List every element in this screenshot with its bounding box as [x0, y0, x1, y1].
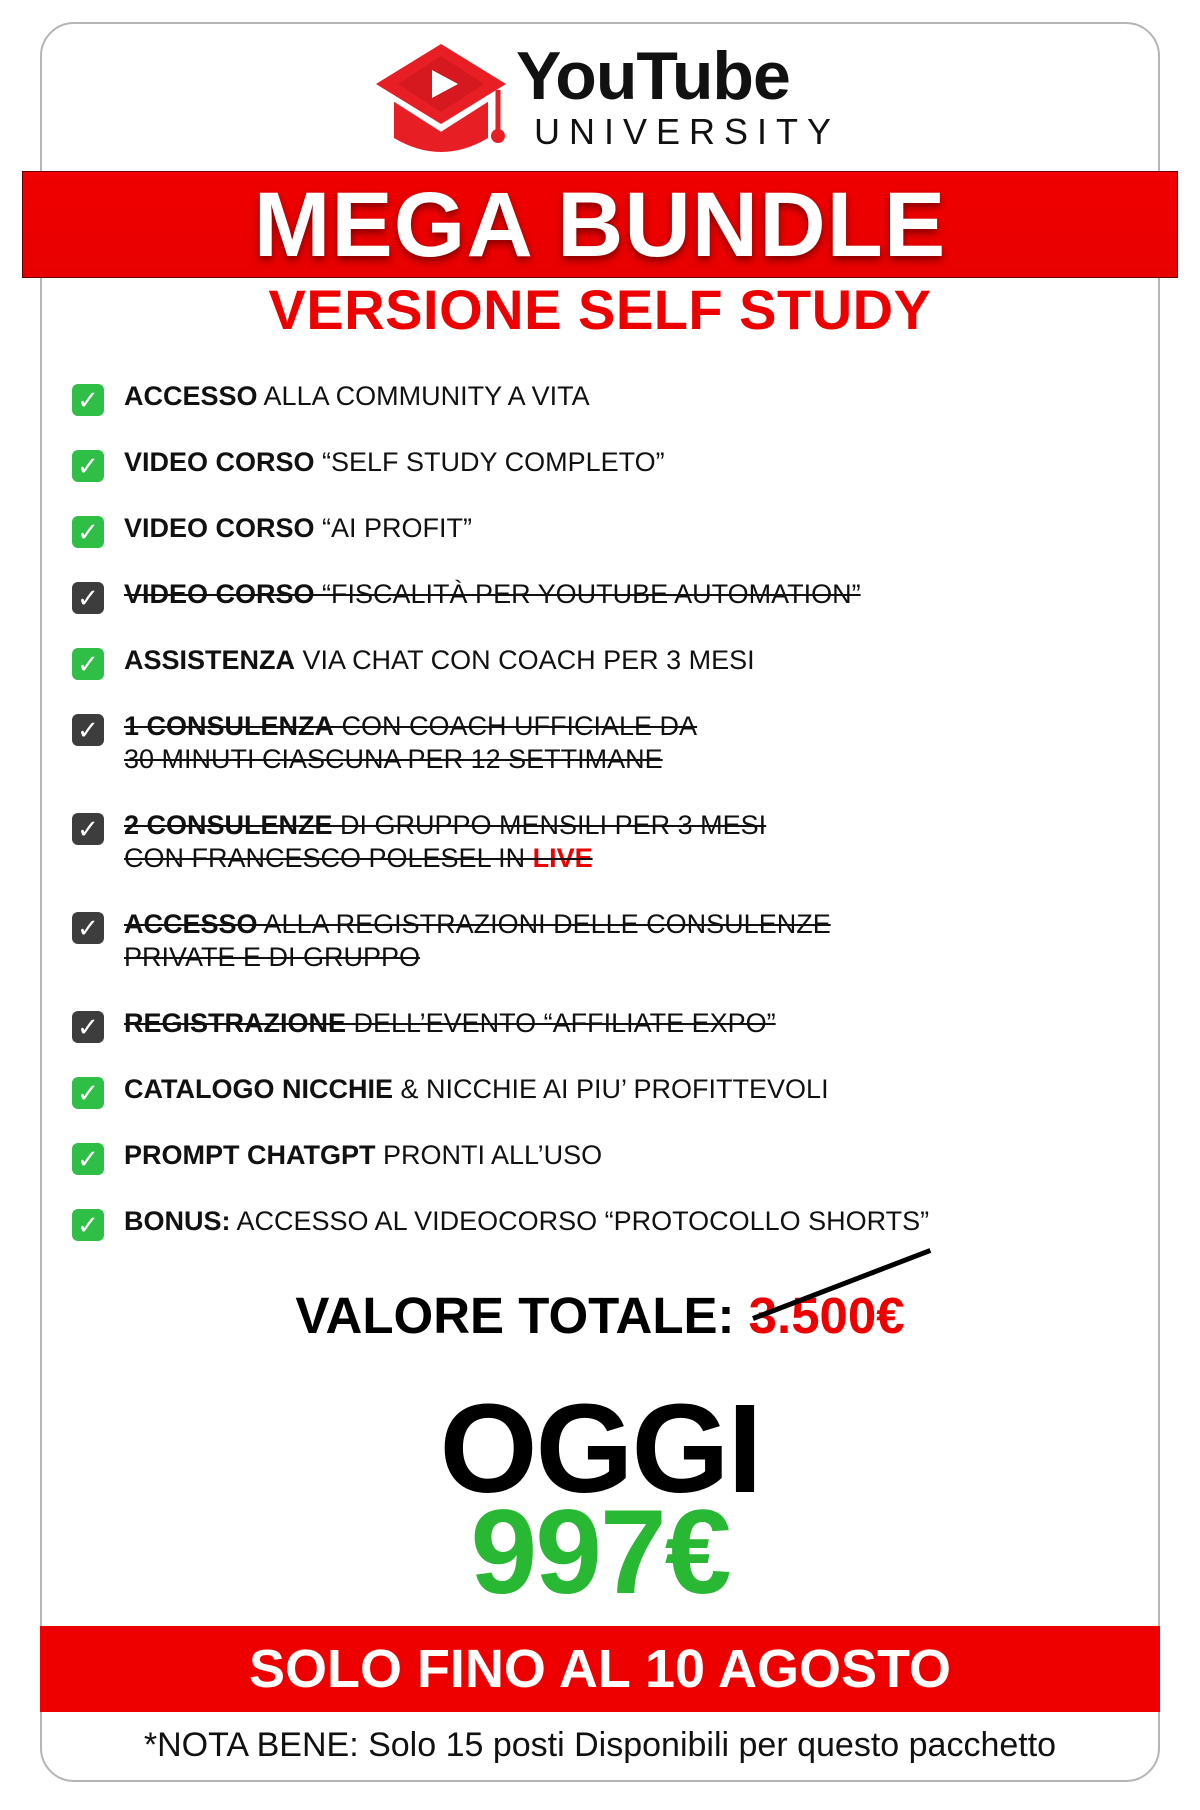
feature-text: 2 CONSULENZE DI GRUPPO MENSILI PER 3 MESI CON FRANCESCO POLESEL IN LIVE [124, 810, 767, 873]
title-banner [22, 171, 1178, 278]
feature-text: ACCESSO ALLA COMMUNITY A VITA [124, 381, 590, 411]
check-icon: ✓ [72, 1011, 104, 1043]
check-icon: ✓ [72, 516, 104, 548]
feature-text: 1 CONSULENZA CON COACH UFFICIALE DA 30 MINUTI CIASCUNA PER 12 SETTIMANE [124, 711, 698, 774]
youtube-university-logo [366, 38, 841, 168]
feature-text: CATALOGO NICCHIE & NICCHIE AI PIU’ PROFITTEVOLI [124, 1074, 829, 1104]
today-price: 997€ [470, 1485, 730, 1619]
feature-text: VIDEO CORSO “FISCALITÀ PER YOUTUBE AUTOMATION” [124, 579, 861, 609]
feature-text: PROMPT CHATGPT PRONTI ALL’USO [124, 1140, 603, 1170]
total-value-label: VALORE TOTALE: [295, 1287, 749, 1344]
check-icon: ✓ [72, 912, 104, 944]
feature-text: VIDEO CORSO “AI PROFIT” [124, 513, 473, 543]
live-highlight: LIVE [532, 843, 593, 873]
check-icon: ✓ [72, 1143, 104, 1175]
logo-wordmark: YouTube [516, 38, 790, 114]
page-subtitle: VERSIONE SELF STUDY [268, 278, 932, 341]
check-icon: ✓ [72, 450, 104, 482]
old-price: 3.500€ [749, 1290, 905, 1341]
feature-text: VIDEO CORSO “SELF STUDY COMPLETO” [124, 447, 665, 477]
check-icon: ✓ [72, 813, 104, 845]
today-label: OGGI [439, 1378, 761, 1519]
feature-text: REGISTRAZIONE DELL’EVENTO “AFFILIATE EXPO” [124, 1008, 776, 1038]
check-icon: ✓ [72, 714, 104, 746]
feature-text: ACCESSO ALLA REGISTRAZIONI DELLE CONSULENZE PRIVATE E DI GRUPPO [124, 909, 831, 972]
deadline-banner [40, 1626, 1160, 1712]
deadline-text: SOLO FINO AL 10 AGOSTO [248, 1639, 952, 1699]
check-icon: ✓ [72, 582, 104, 614]
logo-subtext: UNIVERSITY [534, 111, 841, 152]
check-icon: ✓ [72, 384, 104, 416]
total-value-line [0, 1287, 1200, 1344]
page-title: MEGA BUNDLE [253, 173, 947, 276]
feature-text: BONUS: ACCESSO AL VIDEOCORSO “PROTOCOLLO SHORTS” [124, 1206, 930, 1236]
graduation-cap-play-icon [366, 38, 516, 168]
check-icon: ✓ [72, 1077, 104, 1109]
feature-text: ASSISTENZA VIA CHAT CON COACH PER 3 MESI [124, 645, 755, 675]
footnote: *NOTA BENE: Solo 15 posti Disponibili per questo pacchetto [143, 1726, 1057, 1764]
check-icon: ✓ [72, 1209, 104, 1241]
check-icon: ✓ [72, 648, 104, 680]
